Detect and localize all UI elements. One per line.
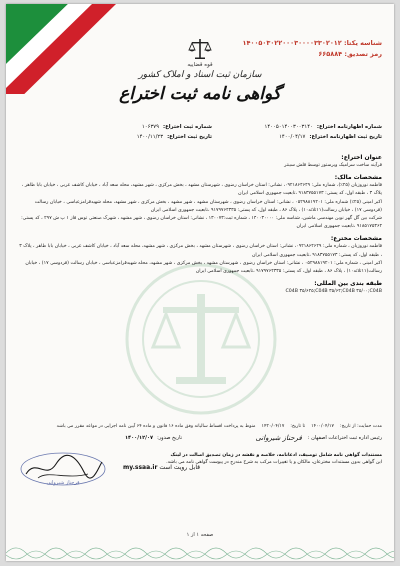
issue-date-label: تاریخ صدور: [157,435,182,441]
meta-row-1 [18,122,382,132]
verify-code-label: رمز تصدیق: [344,50,382,58]
verification-site [123,464,200,471]
signatory-title: رئیس اداره ثبت اختراعات اصفهان : [307,435,382,441]
judiciary-label: قوه قضاییه [187,62,213,68]
unique-id-label: شناسه یکتا: [344,39,382,47]
meta-row-2 [18,132,382,142]
registration-date-value: ۱۴۰۰/۱۱/۲۳ [136,134,164,140]
inventor-entry: فاطمه نوروزیان ، شماره ملی: ۰۹۲۱۸۶۴۶۴۹، نشانی: استان خراسان رضوی ، شهرستان مشهد ، بخش مرکزی ، شهر مشهد، محله سعد آباد ، خیابان کاشف غربی ، خیابان بابا طاهر ، پلاک ۳ ، طبقه اول، کد پستی: ۹۱۸۳۷۵۵۱۷۳ ،تابعیت جمهوری اسلامی ایران [19,244,382,258]
footer-line-1: مستندات گواهی نامه شامل توصیف، ادعانامه، خلاصه و نقشه در زمان تصدیق اصالت در لینک [170,453,382,458]
verification-site-link[interactable]: my.ssaa.ir [123,464,158,471]
validity-note: منوط به پرداخت اقساط سالیانه وفق ماده ۱۶ قانون و ماده ۶۴ آیین نامه اجرایی در مواعد مقرر می باشد [56,424,256,429]
inventor-entry: اکبر امینی ، شماره ملی: ۰۵۲۹۸۸۱۹۲۰۱ ، نشانی: استان خراسان رضوی ، شهرستان مشهد ، بخش مرکزی ، شهر مشهد، محله شهیدقرامزعباسی ، خیابان رسالت (فردوسی ۱۷) ، خیابان رسالت(۱۱ثلاثه۱۰) ، پلاک ۸۶ ، طبقه اول، کد پستی: ۹۱۷۹۷۶۴۳۳۵ ،تابعیت جمهوری اسلامی ایران [25,260,382,275]
certificate-title: گواهی نامه ثبت اختراع [119,84,281,104]
owner-entry: شرکت بین گل گهر نوین مهندسی ماشین، شناسه ملی: ۱۴۰۰۳۰۰۰۰ ، شماره ثبت:۱۳۰۰۷۳ ، نشانی: استان خراسان رضوی ، شهر مشهد ، شهرک صنعتی توس فاز ۱ پ ش ۲۹۷ ، کد پستی: ۹۱۸۵۱۷۵۳۶۲ ،تابعیت جمهوری اسلامی ایران [21,216,382,230]
validity-row [18,424,382,429]
invention-title-heading: عنوان اختراع: [341,154,382,161]
owner-entry: فاطمه نوروزیان (۲۵٪)، شماره ملی: ۰۹۲۱۸۶۴۶۴۹، نشانی: استان خراسان رضوی ، شهرستان مشهد ، بخش مرکزی ، شهر مشهد، محله سعد آباد ، خیابان کاشف غربی ، خیابان بابا طاهر ، پلاک ۳ ، طبقه اول، کد پستی: ۹۱۸۳۷۵۵۱۷۳ ،تابعیت جمهوری اسلامی ایران [21,183,382,197]
verify-code-value: ۶۶۵۸۸۴ [318,50,343,58]
signature-stamp [18,450,108,488]
judiciary-emblem-icon [188,38,212,60]
guilloche-border [6,539,394,561]
invention-title-text: فرآیند ساخت سرامیک ویرستور توسط فلش سینتر [284,163,382,168]
declaration-date-value: ۱۴۰۰/۰۴/۱۷ [279,134,306,140]
validity-to: ۱۴۲۰/۰۴/۱۷ [261,424,285,429]
registration-date-label: تاریخ ثبت اختراع: [167,134,212,140]
owner-entry: اکبر امینی (۲۵٪) شماره ملی: ۰۵۲۹۸۸۱۹۲۰۱ ، نشانی: استان خراسان رضوی ، شهرستان مشهد ، شهر مشهد ، بخش مرکزی ، شهر مشهد، محله شهیدقرامزعباسی ، خیابان رسالت (فردوسی ۱۷) ، خیابان رسالت(۱۱ثلاثه۱۰) ، پلاک ۸۶ ، طبقه اول، کد پستی: ۹۱۷۹۷۶۴۳۳۵ ،تابعیت جمهوری اسلامی ایران [34,199,382,213]
header [6,38,394,104]
classification-value: C04B ۳۵/۶۴۵;C04B ۳۵/۶۴;C04B ۳۵/۰۰;C04B [285,289,382,295]
registration-number-value: ۱۰۶۳۷۹ [141,124,159,130]
organization-name: سازمان ثبت اسناد و املاک کشور [138,70,262,80]
unique-id-value: ۱۴۰۰۵۰۳۰۲۲۰۰۰۳۰۰۰۰۳۳۰۲۰۱۲ [242,39,342,47]
owner-heading: مشخصات مالک: [334,174,382,182]
certificate-page [6,4,394,561]
declaration-date-label: تاریخ ثبت اظهارنامه اختراع: [309,134,382,140]
meta-block [18,122,382,142]
issue-date-value: ۱۴۰۰/۱۲/۰۷ [125,435,154,441]
validity-to-label: تا تاریخ: [290,424,306,429]
declaration-number-value: ۱۴۰۰۵۰۱۴۰۰۳۰۰۳۱۴۰ [264,124,313,130]
stamp-label: فرحناز شیروانی [46,480,80,486]
validity-label: مدت حمایت: از تاریخ: [340,424,382,429]
registration-number-label: شماره ثبت اختراع: [162,124,212,130]
signature-line [18,434,382,442]
page-number: صفحه ۱ از ۱ [186,532,214,538]
verification-site-suffix: قابل رویت است [159,464,201,471]
content-body [18,150,382,296]
validity-from: ۱۴۰۰/۰۴/۱۷ [311,424,334,429]
signatory-name: فرحناز شیروانی [255,434,302,442]
footer-line-3: این گواهی بدون مستندات مخترعان، مالکان و یا تغییرات مرکب به شرح مندرج در پیوست گواهی نامه می باشد. [166,460,382,465]
inventor-heading: مشخصات مخترع: [330,235,382,243]
declaration-number-label: شماره اظهارنامه اختراع: [316,124,382,130]
footer-box [18,450,382,490]
classification-heading: طبقه بندی بین المللی: [314,280,382,288]
